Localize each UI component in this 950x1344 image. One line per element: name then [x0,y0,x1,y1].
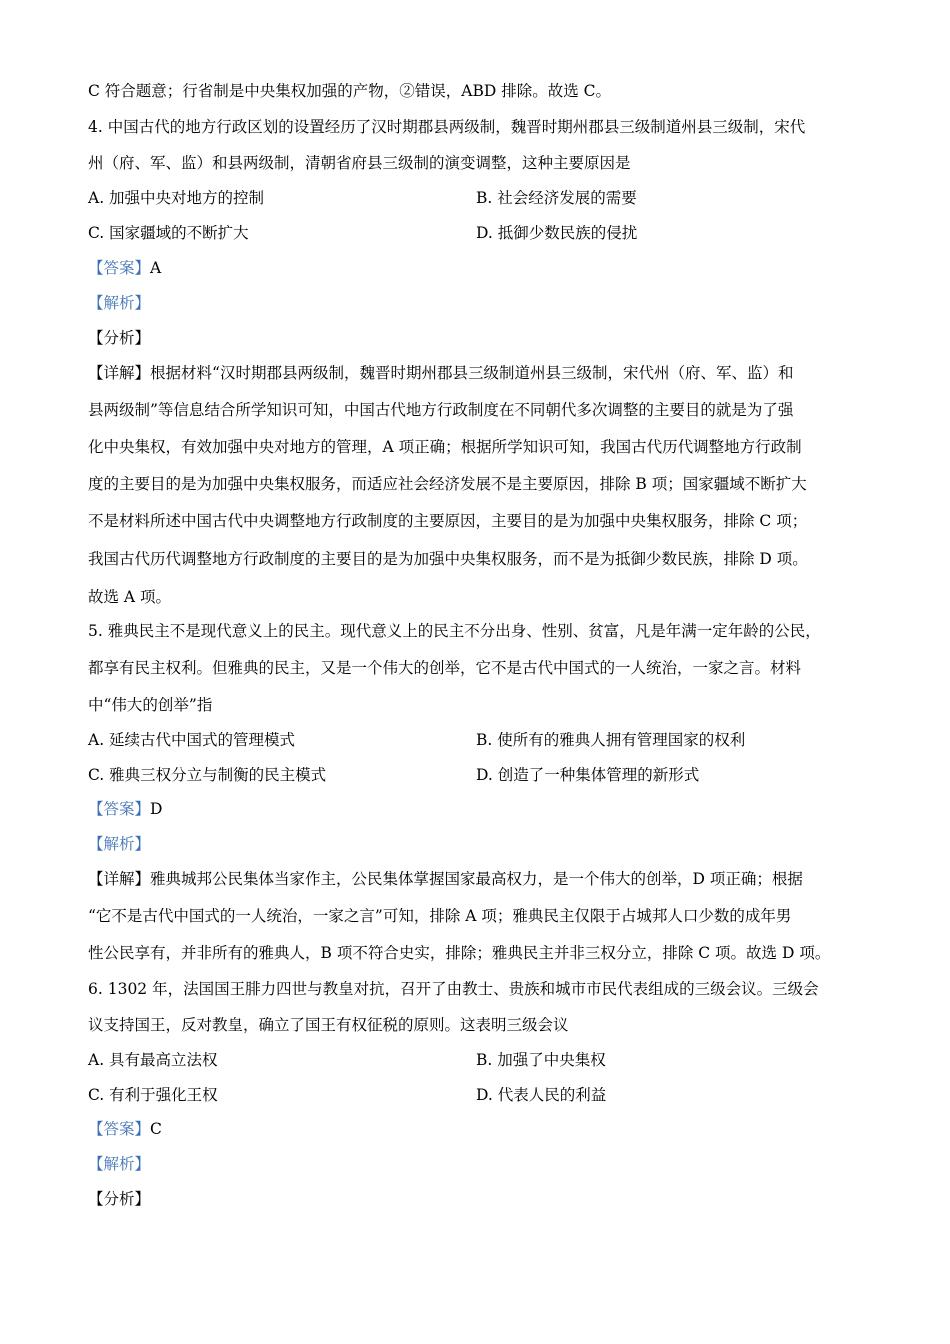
q4-fenxi-tag: 【分析】 [88,329,151,347]
q4-detail-line-7: 故选 A 项。 [88,588,172,606]
q4-detail-line-1 [88,362,868,384]
q4-option-b: B. 社会经济发展的需要 [476,189,637,207]
q4-option-c: C. 国家疆域的不断扩大 [88,224,249,242]
q5-stem-line-3: 中“伟大的创举”指 [88,696,213,714]
q5-stem-line-2: 都享有民主权利。但雅典的民主，又是一个伟大的创举，它不是古代中国式的一人统治，一家之言。材料 [88,659,802,677]
q6-option-d: D. 代表人民的利益 [476,1086,607,1104]
q5-answer [88,798,868,820]
q6-stem-line-2: 议支持国王，反对教皇，确立了国王有权征税的原则。这表明三级会议 [88,1016,569,1034]
q5-detail-tag: 【详解】 [88,870,151,888]
q5-option-b: B. 使所有的雅典人拥有管理国家的权利 [476,731,746,749]
q6-fenxi-tag: 【分析】 [88,1190,151,1208]
q5-stem-line-1: 5. 雅典民主不是现代意义上的民主。现代意义上的民主不分出身、性别、贫富，凡是年满一定年龄的公民， [88,622,821,640]
q4-detail-tag: 【详解】 [88,364,151,382]
q5-option-d: D. 创造了一种集体管理的新形式 [476,766,700,784]
q6-analysis-tag: 【解析】 [88,1155,151,1173]
q4-answer-tag: 【答案】 [88,259,151,277]
q4-detail-text-1: 根据材料“汉时期郡县两级制，魏晋时期州郡县三级制道州县三级制，宋代州（府、军、监）和 [150,364,794,382]
q4-answer [88,257,868,279]
q4-option-d: D. 抵御少数民族的侵扰 [476,224,638,242]
q4-detail-line-6: 我国古代历代调整地方行政制度的主要目的是为加强中央集权服务，而不是为抵御少数民族，排除 D 项。 [88,550,808,568]
q3-tail-text: C 符合题意；行省制是中央集权加强的产物，②错误，ABD 排除。故选 C。 [88,82,612,100]
q4-detail-line-2: 县两级制”等信息结合所学知识可知，中国古代地方行政制度在不同朝代多次调整的主要目的就是为了强 [88,401,794,419]
q5-answer-value: D [150,800,163,818]
q4-stem-line-1: 4. 中国古代的地方行政区划的设置经历了汉时期郡县两级制，魏晋时期州郡县三级制道州县三级制，宋代 [88,118,806,136]
q6-option-b: B. 加强了中央集权 [476,1051,606,1069]
q6-answer [88,1118,868,1140]
q6-answer-tag: 【答案】 [88,1120,151,1138]
q5-option-a: A. 延续古代中国式的管理模式 [88,731,296,749]
q4-answer-value: A [150,259,162,277]
q5-detail-line-3: 性公民享有，并非所有的雅典人，B 项不符合史实，排除；雅典民主并非三权分立，排除 C 项。故选 D 项。 [88,944,831,962]
q4-detail-line-5: 不是材料所述中国古代中央调整地方行政制度的主要原因，主要目的是为加强中央集权服务，排除 C 项； [88,512,808,530]
q6-stem-line-1: 6. 1302 年，法国国王腓力四世与教皇对抗，召开了由教士、贵族和城市市民代表组成的三级会议。三级会 [88,980,819,998]
q6-option-c: C. 有利于强化王权 [88,1086,218,1104]
q4-detail-line-4: 度的主要目的是为加强中央集权服务，而适应社会经济发展不是主要原因，排除 B 项；国家疆域不断扩大 [88,475,807,493]
q4-detail-line-3: 化中央集权，有效加强中央对地方的管理，A 项正确；根据所学知识可知，我国古代历代调整地方行政制 [88,438,802,456]
q6-answer-value: C [150,1120,162,1138]
q5-detail-line-1 [88,868,868,890]
q5-analysis-tag: 【解析】 [88,835,151,853]
q5-detail-text-1: 雅典城邦公民集体当家作主，公民集体掌握国家最高权力，是一个伟大的创举，D 项正确；根据 [150,870,803,888]
q5-answer-tag: 【答案】 [88,800,151,818]
q4-analysis-tag: 【解析】 [88,294,151,312]
q5-detail-line-2: “它不是古代中国式的一人统治，一家之言”可知，排除 A 项；雅典民主仅限于占城邦人口少数的成年男 [88,907,792,925]
q4-stem-line-2: 州（府、军、监）和县两级制，清朝省府县三级制的演变调整，这种主要原因是 [88,154,631,172]
q6-option-a: A. 具有最高立法权 [88,1051,218,1069]
q4-option-a: A. 加强中央对地方的控制 [88,189,265,207]
q5-option-c: C. 雅典三权分立与制衡的民主模式 [88,766,327,784]
